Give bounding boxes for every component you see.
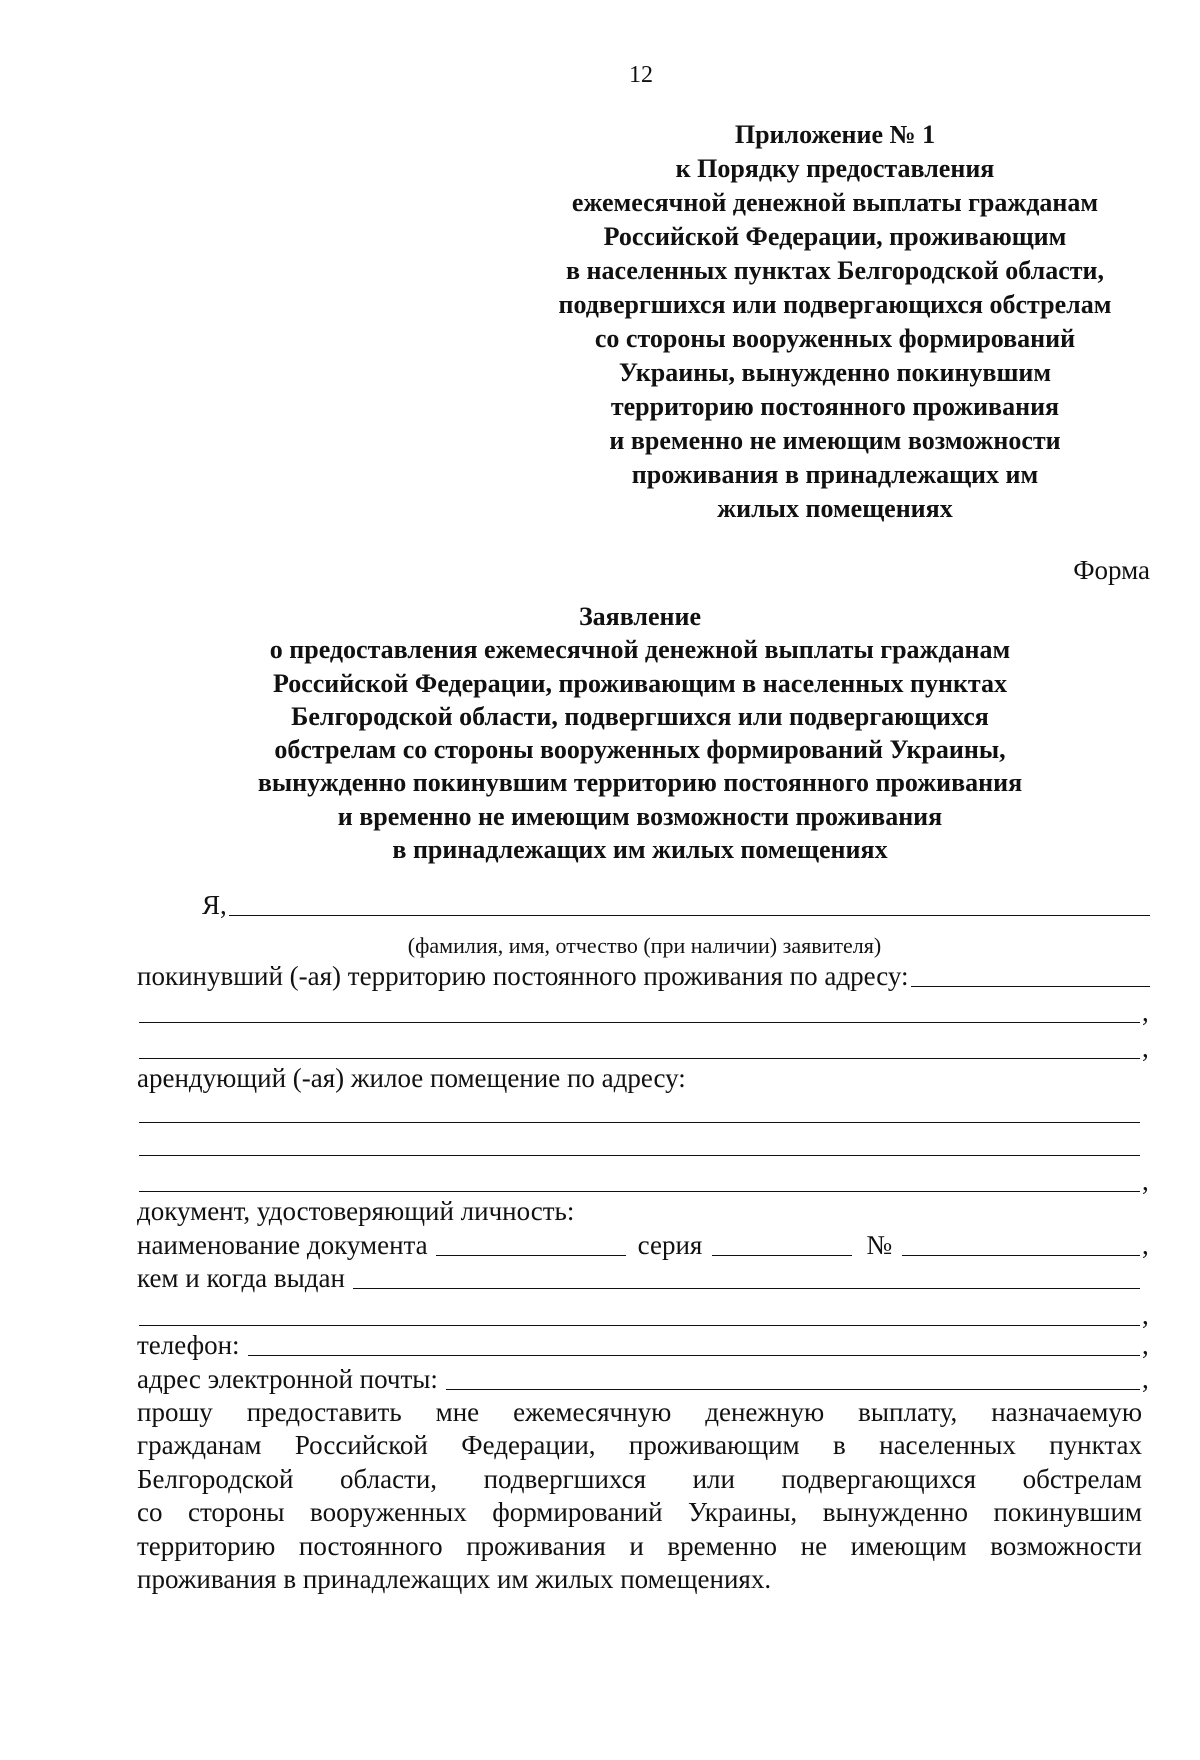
- title-line: Российской Федерации, проживающим в населенных пунктах: [272, 668, 1008, 698]
- phone-label: телефон:: [137, 1330, 240, 1360]
- issued-row-2: [137, 1300, 1152, 1330]
- comma: ,: [1142, 1300, 1149, 1330]
- appendix-line: Приложение № 1: [734, 120, 936, 149]
- request-line: со стороны вооруженных формирований Украины, вынужденно покинувшим: [137, 1497, 1142, 1528]
- issued-field[interactable]: [353, 1266, 1140, 1289]
- applicant-prefix: Я,: [202, 890, 227, 920]
- rented-address-field-1[interactable]: [139, 1100, 1140, 1123]
- left-address-row-2: [137, 997, 1152, 1027]
- title-line: Белгородской области, подвергшихся или подвергающихся: [291, 701, 989, 731]
- appendix-line: к Порядку предоставления: [675, 154, 995, 183]
- rented-address-row-1: [137, 1100, 1152, 1127]
- title-line: Заявление: [578, 602, 702, 631]
- comma: ,: [1142, 1230, 1149, 1260]
- comma: ,: [1142, 1364, 1149, 1394]
- appendix-line: и временно не имеющим возможности: [609, 426, 1061, 455]
- left-address-label: покинувший (-ая) территорию постоянного проживания по адресу:: [137, 961, 909, 991]
- id-details-row: [137, 1230, 1152, 1260]
- applicant-name-row: [137, 890, 1152, 920]
- email-row: [137, 1364, 1152, 1394]
- request-line: Белгородской области, подвергшихся или подвергающихся обстрелам: [137, 1463, 1142, 1494]
- doc-name-field[interactable]: [436, 1233, 626, 1256]
- appendix-line: подвергшихся или подвергающихся обстрелам: [558, 290, 1112, 319]
- rented-address-row-2: [137, 1133, 1152, 1160]
- appendix-line: ежемесячной денежной выплаты гражданам: [571, 188, 1099, 217]
- email-field[interactable]: [446, 1367, 1140, 1390]
- rented-address-field-2[interactable]: [139, 1133, 1140, 1156]
- request-line: прошу предоставить мне ежемесячную денежную выплату, назначаемую: [137, 1397, 1142, 1427]
- appendix-line: жилых помещениях: [717, 494, 953, 523]
- doc-name-label: наименование документа: [137, 1230, 428, 1260]
- series-label: серия: [637, 1230, 703, 1260]
- page-number: 12: [629, 62, 653, 88]
- number-field[interactable]: [902, 1233, 1140, 1256]
- rented-address-row-3: [137, 1166, 1152, 1196]
- request-paragraph: [137, 1396, 1142, 1596]
- left-address-field[interactable]: [911, 964, 1150, 987]
- appendix-line: в населенных пунктах Белгородской области,: [565, 256, 1105, 285]
- title-line: в принадлежащих им жилых помещениях: [392, 835, 888, 865]
- applicant-name-field[interactable]: [229, 893, 1150, 916]
- document-title: [130, 600, 1150, 866]
- request-line: гражданам Российской Федерации, проживающим в населенных пунктах: [137, 1430, 1142, 1461]
- left-address-field-2[interactable]: [139, 1000, 1140, 1023]
- rented-address-row: [137, 1063, 1152, 1093]
- left-address-row: [137, 961, 1152, 991]
- id-document-label: документ, удостоверяющий личность:: [137, 1196, 575, 1226]
- appendix-line: Российской Федерации, проживающим: [603, 222, 1067, 251]
- appendix-line: Украины, вынужденно покинувшим: [618, 358, 1052, 387]
- title-line: и временно не имеющим возможности проживания: [337, 801, 943, 831]
- applicant-caption: (фамилия, имя, отчество (при наличии) заявителя): [407, 933, 882, 958]
- appendix-line: территорию постоянного проживания: [610, 392, 1060, 421]
- appendix-header: [520, 118, 1150, 526]
- title-line: обстрелам со стороны вооруженных формирований Украины,: [274, 735, 1006, 765]
- comma: ,: [1142, 997, 1149, 1027]
- issued-row: [137, 1263, 1152, 1293]
- left-address-row-3: [137, 1033, 1152, 1063]
- title-line: вынужденно покинувшим территорию постоянного проживания: [257, 768, 1023, 798]
- series-field[interactable]: [712, 1233, 852, 1256]
- comma: ,: [1142, 1330, 1149, 1360]
- rented-address-field-3[interactable]: [139, 1169, 1140, 1192]
- issued-field-2[interactable]: [139, 1303, 1140, 1326]
- form-label: Форма: [1073, 555, 1150, 585]
- email-label: адрес электронной почты:: [137, 1364, 438, 1394]
- issued-label: кем и когда выдан: [137, 1263, 345, 1293]
- appendix-line: со стороны вооруженных формирований: [594, 324, 1076, 353]
- comma: ,: [1142, 1166, 1149, 1196]
- appendix-line: проживания в принадлежащих им: [631, 460, 1039, 489]
- rented-address-label: арендующий (-ая) жилое помещение по адресу:: [137, 1063, 686, 1093]
- comma: ,: [1142, 1033, 1149, 1063]
- phone-field[interactable]: [248, 1333, 1140, 1356]
- id-document-row: [137, 1196, 1152, 1226]
- phone-row: [137, 1330, 1152, 1360]
- number-label: №: [866, 1230, 893, 1260]
- title-line: о предоставления ежемесячной денежной выплаты гражданам: [269, 635, 1011, 665]
- left-address-field-3[interactable]: [139, 1036, 1140, 1059]
- request-line: проживания в принадлежащих им жилых помещениях.: [137, 1564, 772, 1595]
- request-line: территорию постоянного проживания и временно не имеющим возможности: [137, 1530, 1142, 1561]
